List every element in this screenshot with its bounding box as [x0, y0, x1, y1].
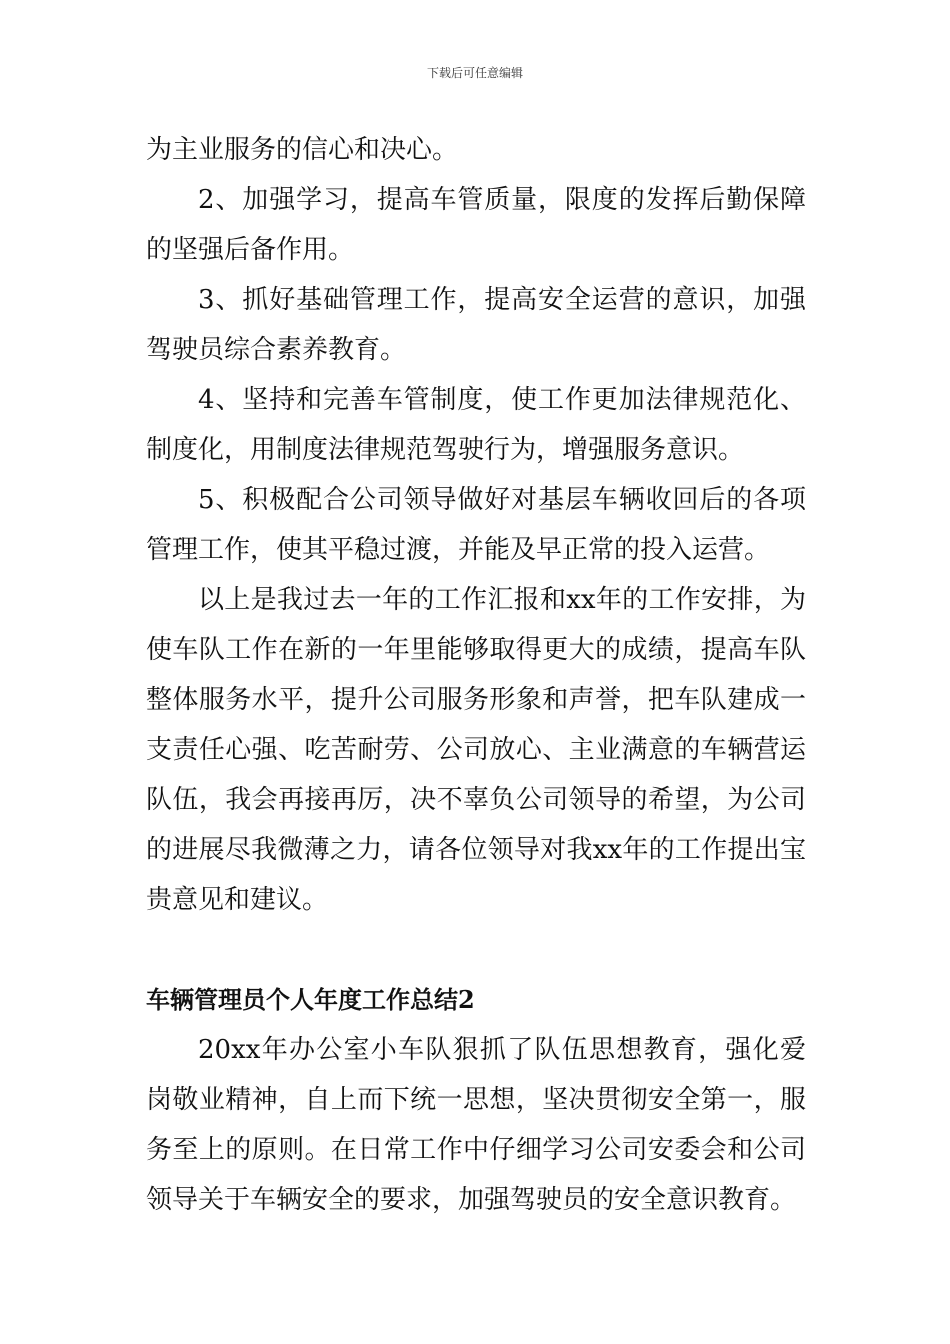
document-body: [146, 125, 806, 1225]
paragraph-continuation: 为主业服务的信心和决心。: [146, 135, 459, 165]
paragraph-item-5: 5、积极配合公司领导做好对基层车辆收回后的各项管理工作，使其平稳过渡，并能及早正常的投入运营。: [146, 485, 806, 565]
paragraph-item-2: 2、加强学习，提高车管质量，限度的发挥后勤保障的坚强后备作用。: [146, 185, 806, 265]
page-header-note: 下载后可任意编辑: [426, 66, 523, 80]
section-spacer: [146, 925, 806, 975]
paragraph-summary: 以上是我过去一年的工作汇报和xx年的工作安排，为使车队工作在新的一年里能够取得更大的成绩，提高车队整体服务水平，提升公司服务形象和声誉，把车队建成一支责任心强、吃苦耐劳、公司放心、主业满意的车辆营运队伍，我会再接再厉，决不辜负公司领导的希望，为公司的进展尽我微薄之力，请各位领导对我xx年的工作提出宝贵意见和建议。: [146, 585, 806, 915]
paragraph-item-4: 4、坚持和完善车管制度，使工作更加法律规范化、制度化，用制度法律规范驾驶行为，增强服务意识。: [146, 385, 806, 465]
paragraph-section2-intro: 20xx年办公室小车队狠抓了队伍思想教育，强化爱岗敬业精神，自上而下统一思想，坚决贯彻安全第一，服务至上的原则。在日常工作中仔细学习公司安委会和公司领导关于车辆安全的要求，加强驾驶员的安全意识教育。: [146, 1035, 806, 1215]
section-title: 车辆管理员个人年度工作总结2: [146, 985, 475, 1014]
paragraph-item-3: 3、抓好基础管理工作，提高安全运营的意识，加强驾驶员综合素养教育。: [146, 285, 806, 365]
